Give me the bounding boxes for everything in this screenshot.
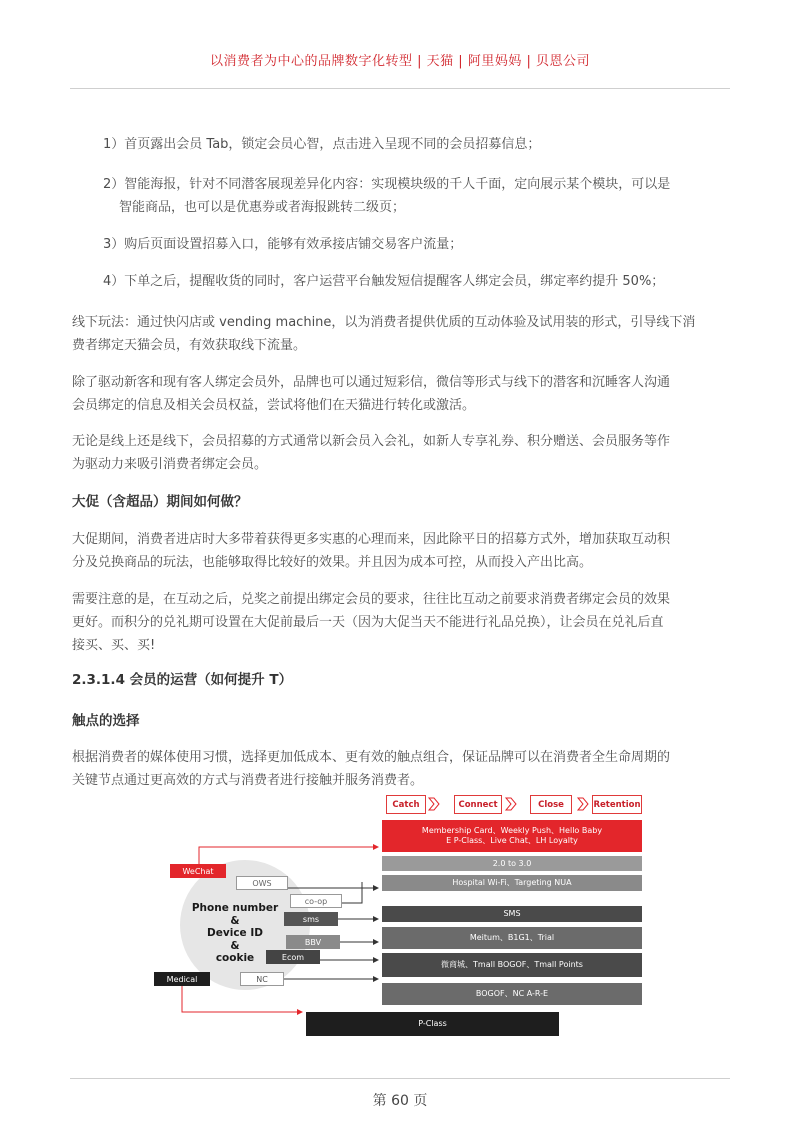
paragraph-line: 接买、买、买! — [72, 638, 156, 653]
identity-label-line: & — [230, 939, 240, 952]
paragraph-line: 更好。而积分的兑礼期可设置在大促前最后一天（因为大促当天不能进行礼品兑换），让会员在兑礼后直 — [72, 615, 664, 630]
identity-label-line: cookie — [215, 952, 255, 964]
bar-wechat-programs — [382, 820, 642, 852]
channel-wechat: WeChat — [170, 864, 226, 878]
chevron-icon — [578, 798, 588, 810]
paragraph-incentive — [72, 430, 732, 476]
channel-ecom: Ecom — [266, 950, 320, 964]
paragraph-promo — [72, 528, 732, 574]
page-number: 第 60 页 — [372, 1093, 428, 1109]
list-item-text-cont: 智能商品，也可以是优惠券或者海报跳转二级页； — [119, 200, 406, 215]
bar-text: Membership Card、Weekly Push、Hello Baby — [421, 826, 603, 835]
bar-text: E P-Class、Live Chat、LH Loyalty — [446, 836, 578, 845]
stage-close: Close — [530, 795, 572, 814]
channel-coop: co-op — [290, 894, 342, 908]
header-divider — [70, 88, 730, 89]
channel-medical: Medical — [154, 972, 210, 986]
bar-ecom: 微商城、Tmall BOGOF、Tmall Points — [382, 953, 642, 977]
bar-meitum: Meitum、B1G1、Trial — [382, 927, 642, 949]
heading-section: 2.3.1.4 会员的运营（如何提升 T） — [72, 672, 293, 688]
identity-label-line: & — [230, 914, 240, 927]
paragraph-line: 费者绑定天猫会员，有效获取线下流量。 — [72, 338, 307, 353]
paragraph-line: 线下玩法：通过快闪店或 vending machine，以为消费者提供优质的互动体验及试用装的形式，引导线下消 — [72, 315, 696, 330]
bar-nc: BOGOF、NC A-R-E — [382, 983, 642, 1005]
list-item — [103, 173, 723, 219]
paragraph-sms — [72, 371, 732, 417]
stage-retention: Retention — [592, 795, 642, 814]
chevron-icon — [506, 798, 516, 810]
paragraph-line: 分及兑换商品的玩法，也能够取得比较好的效果。并且因为成本可控，从而投入产出比高。 — [72, 555, 593, 570]
list-item — [103, 233, 723, 256]
heading-promo: 大促（含超品）期间如何做？ — [72, 494, 248, 510]
list-item-text: 1）首页露出会员 Tab，锁定会员心智，点击进入呈现不同的会员招募信息； — [103, 137, 541, 152]
paragraph-line: 为驱动力来吸引消费者绑定会员。 — [72, 457, 268, 472]
footer-divider — [70, 1078, 730, 1079]
bar-2-0-to-3-0: 2.0 to 3.0 — [382, 856, 642, 871]
list-item-text: 2）智能海报，针对不同潜客展现差异化内容：实现模块级的千人千面，定向展示某个模块，可以是 — [103, 177, 671, 192]
paragraph-line: 除了驱动新客和现有客人绑定会员外，品牌也可以通过短彩信，微信等形式与线下的潜客和沉睡客人沟通 — [72, 375, 671, 390]
list-item — [103, 270, 723, 293]
channel-sms: sms — [284, 912, 338, 926]
paragraph-note — [72, 588, 732, 657]
heading-touchpoint: 触点的选择 — [72, 713, 140, 729]
identity-label — [190, 902, 280, 965]
stage-catch: Catch — [386, 795, 426, 814]
channel-nc: NC — [240, 972, 284, 986]
bar-p-class: P-Class — [306, 1012, 559, 1036]
paragraph-offline — [72, 311, 732, 357]
channel-ows: OWS — [236, 876, 288, 890]
paragraph-line: 无论是线上还是线下，会员招募的方式通常以新会员入会礼，如新人专享礼券、积分赠送、会员服务等作 — [72, 434, 671, 449]
identity-label-line: Device ID — [207, 927, 263, 939]
identity-label-line: Phone number — [191, 902, 279, 914]
touchpoint-diagram — [150, 790, 650, 1045]
page-header: 以消费者为中心的品牌数字化转型 | 天猫 | 阿里妈妈 | 贝恩公司 — [210, 54, 590, 69]
paragraph-line: 关键节点通过更高效的方式与消费者进行接触并服务消费者。 — [72, 773, 424, 788]
paragraph-line: 根据消费者的媒体使用习惯，选择更加低成本、更有效的触点组合，保证品牌可以在消费者全生命周期的 — [72, 750, 671, 765]
paragraph-line: 大促期间，消费者进店时大多带着获得更多实惠的心理而来，因此除平日的招募方式外，增加获取互动积 — [72, 532, 671, 547]
bar-hospital: Hospital Wi-Fi、Targeting NUA — [382, 875, 642, 891]
paragraph-line: 会员绑定的信息及相关会员权益，尝试将他们在天猫进行转化或激活。 — [72, 398, 476, 413]
paragraph-line: 需要注意的是，在互动之后，兑奖之前提出绑定会员的要求，往往比互动之前要求消费者绑定会员的效果 — [72, 592, 671, 607]
bar-sms: SMS — [382, 906, 642, 922]
channel-bbv: BBV — [286, 935, 340, 949]
stage-connect: Connect — [454, 795, 502, 814]
chevron-icon — [429, 798, 439, 810]
list-item-text: 3）购后页面设置招募入口，能够有效承接店铺交易客户流量； — [103, 237, 463, 252]
paragraph-touchpoint — [72, 746, 732, 792]
list-item — [103, 133, 723, 156]
list-item-text: 4）下单之后，提醒收货的同时，客户运营平台触发短信提醒客人绑定会员，绑定率约提升 50%； — [103, 274, 665, 289]
